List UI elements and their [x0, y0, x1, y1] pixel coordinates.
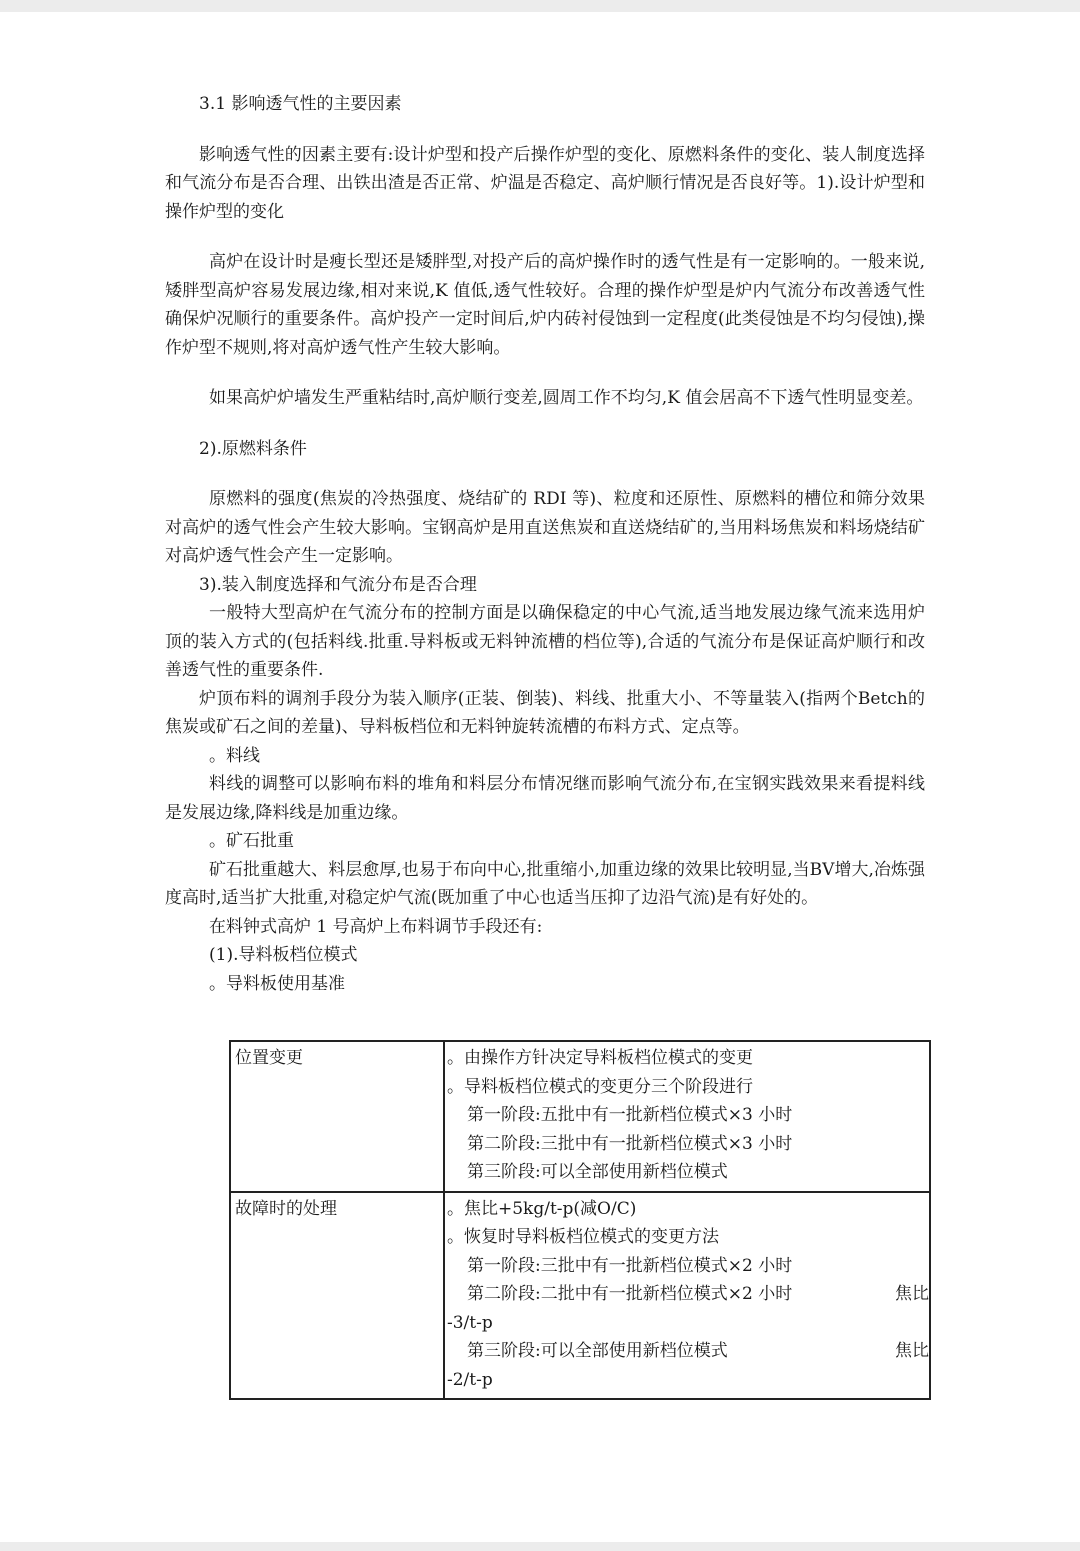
table-cell-label: 故障时的处理 — [230, 1192, 444, 1400]
wall-sticking-paragraph: 如果高炉炉墙发生严重粘结时,高炉顺行变差,圆周工作不均匀,K 值会居高不下透气性明显变差。 — [209, 388, 924, 408]
coke-ratio-label: 焦比 — [895, 1341, 929, 1361]
table-line — [447, 1337, 929, 1366]
coke-ratio-value: -2/t-p — [447, 1369, 493, 1390]
table-line: 。由操作方针决定导料板档位模式的变更 — [447, 1048, 753, 1068]
guide-plate-criteria-table — [229, 1040, 931, 1400]
subsection-title-raw-fuel: 2).原燃料条件 — [199, 438, 307, 459]
table-line: 第一阶段:三批中有一批新档位模式×2 小时 — [467, 1255, 793, 1276]
subsection-title-charging: 3).装入制度选择和气流分布是否合理 — [199, 574, 477, 595]
table-line: 第一阶段:五批中有一批新档位模式×3 小时 — [467, 1105, 793, 1125]
table-line: 。焦比+5kg/t-p(减O/C) — [447, 1198, 637, 1219]
stockline-paragraph: 料线的调整可以影响布料的堆角和料层分布情况继而影响气流分布,在宝钢实践效果来看提料线是发展边缘,降料线是加重边缘。 — [165, 774, 925, 823]
coke-ratio-value: -3/t-p — [447, 1312, 493, 1333]
burden-distribution-paragraph: 炉顶布料的调剂手段分为装入顺序(正装、倒装)、料线、批重大小、不等量装入(指两个Betch的焦炭或矿石之间的差量)、导料板档位和无料钟旋转流槽的布料方式、定点等。 — [165, 688, 925, 737]
bullet-guide-plate-criteria: 。导料板使用基准 — [209, 973, 345, 994]
table-line — [447, 1280, 929, 1309]
gas-flow-paragraph: 一般特大型高炉在气流分布的控制方面是以确保稳定的中心气流,适当地发展边缘气流来选用炉顶的装入方式的(包括料线.批重.导料板或无料钟流槽的档位等),合适的气流分布是保证高炉顺行和改善透气性的重要条件. — [165, 603, 925, 680]
table-row — [230, 1192, 930, 1400]
document-page — [0, 12, 1080, 1542]
bullet-stockline: 。料线 — [209, 745, 260, 766]
coke-ratio-label: 焦比 — [895, 1284, 929, 1304]
document-body — [165, 90, 925, 998]
table-cell-content — [444, 1041, 930, 1192]
bullet-ore-batch: 。矿石批重 — [209, 831, 294, 851]
bell-furnace-paragraph: 在料钟式高炉 1 号高炉上布料调节手段还有: — [209, 916, 543, 937]
table-cell-content — [444, 1192, 930, 1400]
table-line: 。恢复时导料板档位模式的变更方法 — [447, 1227, 719, 1247]
stage-text: 第三阶段:可以全部使用新档位模式 — [467, 1341, 728, 1361]
intro-paragraph: 影响透气性的因素主要有:设计炉型和投产后操作炉型的变化、原燃料条件的变化、装人制度选择和气流分布是否合理、出铁出渣是否正常、炉温是否稳定、高炉顺行情况是否良好等。1).设计炉型和操作炉型的变化 — [165, 144, 925, 222]
section-heading: 3.1 影响透气性的主要因素 — [199, 94, 402, 114]
stage-text: 第二阶段:二批中有一批新档位模式×2 小时 — [467, 1284, 793, 1304]
list-item-guide-plate-mode: (1).导料板档位模式 — [209, 945, 358, 965]
table-cell-label: 位置变更 — [230, 1041, 444, 1192]
raw-fuel-paragraph: 原燃料的强度(焦炭的冷热强度、烧结矿的 RDI 等)、粒度和还原性、原燃料的槽位和筛分效果对高炉的透气性会产生较大影响。宝钢高炉是用直送焦炭和直送烧结矿的,当用料场焦炭和料场烧结矿对高炉透气性会产生一定影响。 — [165, 489, 925, 566]
furnace-type-paragraph: 高炉在设计时是瘦长型还是矮胖型,对投产后的高炉操作时的透气性是有一定影响的。一般来说,矮胖型高炉容易发展边缘,相对来说,K 值低,透气性较好。合理的操作炉型是炉内气流分布改善透气性确保炉况顺行的重要条件。高炉投产一定时间后,炉内砖衬侵蚀到一定程度(此类侵蚀是不均匀侵蚀),操作炉型不规则,将对高炉透气性产生较大影响。 — [165, 252, 925, 358]
table-line: 第二阶段:三批中有一批新档位模式×3 小时 — [467, 1133, 793, 1154]
table-row — [230, 1041, 930, 1192]
table-line: 第三阶段:可以全部使用新档位模式 — [467, 1162, 728, 1182]
table-line: 。导料板档位模式的变更分三个阶段进行 — [447, 1076, 753, 1097]
ore-batch-paragraph: 矿石批重越大、料层愈厚,也易于布向中心,批重缩小,加重边缘的效果比较明显,当BV增大,冶炼强度高时,适当扩大批重,对稳定炉气流(既加重了中心也适当压抑了边沿气流)是有好处的。 — [165, 859, 925, 908]
